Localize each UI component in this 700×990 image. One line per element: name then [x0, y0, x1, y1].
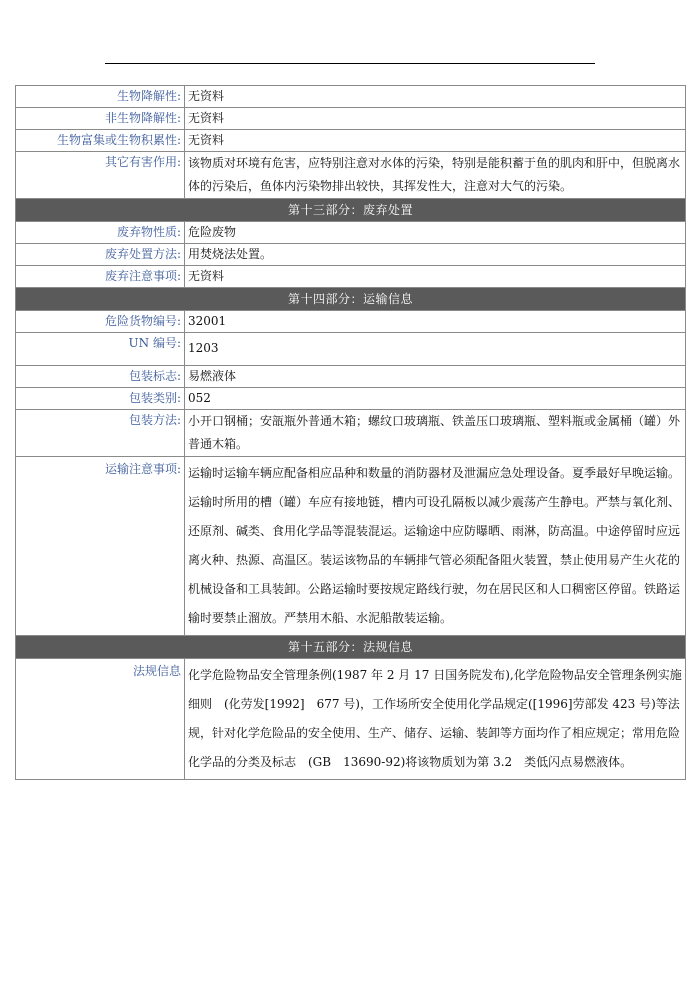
- section-header: [16, 199, 686, 222]
- field-value: 运输时运输车辆应配备相应品种和数量的消防器材及泄漏应急处理设备。夏季最好早晚运输。运输时所用的槽（罐）车应有接地链，槽内可设孔隔板以减少震荡产生静电。严禁与氧化剂、还原剂、碱类、食用化学品等混装混运。运输途中应防曝晒、雨淋，防高温。中途停留时应远离火种、热源、高温区。装运该物品的车辆排气管必须配备阻火装置，禁止使用易产生火花的机械设备和工具装卸。公路运输时要按规定路线行驶，勿在居民区和人口稠密区停留。铁路运输时要禁止溜放。严禁用木船、水泥船散装运输。: [185, 457, 686, 636]
- table-row: [16, 152, 686, 199]
- section-title: 第十三部分：废弃处置: [16, 199, 686, 222]
- header-rule: [105, 63, 595, 64]
- table-row: [16, 86, 686, 108]
- field-label: 其它有害作用:: [16, 152, 185, 199]
- field-label: 废弃注意事项:: [16, 266, 185, 288]
- field-value: 052: [185, 388, 686, 410]
- section-header: [16, 288, 686, 311]
- table-row: [16, 222, 686, 244]
- field-label: 包装标志:: [16, 366, 185, 388]
- section-title: 第十四部分：运输信息: [16, 288, 686, 311]
- table-row: [16, 659, 686, 780]
- field-label: 运输注意事项:: [16, 457, 185, 636]
- field-value: 该物质对环境有危害，应特别注意对水体的污染，特别是能积蓄于鱼的肌肉和肝中，但脱离水体的污染后，鱼体内污染物排出较快，其挥发性大，注意对大气的污染。: [185, 152, 686, 199]
- field-value: 危险废物: [185, 222, 686, 244]
- section-header: [16, 636, 686, 659]
- field-label: 非生物降解性:: [16, 108, 185, 130]
- field-value: 无资料: [185, 266, 686, 288]
- field-value: 易燃液体: [185, 366, 686, 388]
- table-row: [16, 244, 686, 266]
- table-row: [16, 388, 686, 410]
- field-value: 32001: [185, 311, 686, 333]
- field-value: 1203: [185, 333, 686, 366]
- field-label: 废弃物性质:: [16, 222, 185, 244]
- table-row: [16, 457, 686, 636]
- table-row: [16, 130, 686, 152]
- field-value: 无资料: [185, 130, 686, 152]
- field-label: 包装方法:: [16, 410, 185, 457]
- field-label: 废弃处置方法:: [16, 244, 185, 266]
- table-row: [16, 311, 686, 333]
- field-value: 无资料: [185, 86, 686, 108]
- field-label: 生物降解性:: [16, 86, 185, 108]
- field-label: 包装类别:: [16, 388, 185, 410]
- field-label: 危险货物编号:: [16, 311, 185, 333]
- table-row: [16, 366, 686, 388]
- section-title: 第十五部分：法规信息: [16, 636, 686, 659]
- field-label: 生物富集或生物积累性:: [16, 130, 185, 152]
- field-label: 法规信息: [16, 659, 185, 780]
- table-row: [16, 108, 686, 130]
- table-row: [16, 333, 686, 366]
- table-row: [16, 410, 686, 457]
- field-label: UN 编号:: [16, 333, 185, 366]
- msds-table: [15, 85, 686, 780]
- field-value: 小开口钢桶；安瓿瓶外普通木箱；螺纹口玻璃瓶、铁盖压口玻璃瓶、塑料瓶或金属桶（罐）外普通木箱。: [185, 410, 686, 457]
- field-value: 用焚烧法处置。: [185, 244, 686, 266]
- table-row: [16, 266, 686, 288]
- field-value: 化学危险物品安全管理条例(1987 年 2 月 17 日国务院发布),化学危险物品安全管理条例实施细则 (化劳发[1992] 677 号)，工作场所安全使用化学品规定([1996]劳部发 423 号)等法规，针对化学危险品的安全使用、生产、储存、运输、装卸等方面均作了相应规定；常用危险化学品的分类及标志 (GB 13690-92)将该物质划为第 3.2 类低闪点易燃液体。: [185, 659, 686, 780]
- field-value: 无资料: [185, 108, 686, 130]
